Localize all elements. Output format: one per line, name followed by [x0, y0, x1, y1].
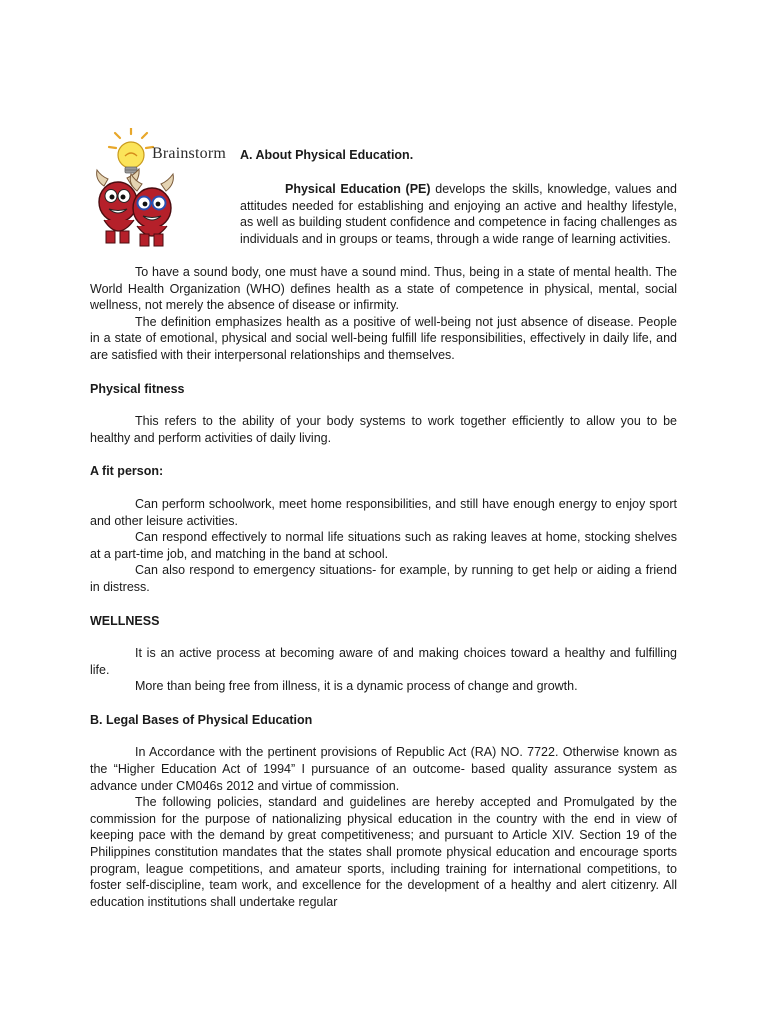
pe-term: Physical Education (PE) — [285, 182, 431, 196]
legal-basis-paragraph: The following policies, standard and guidelines are hereby accepted and Promulgated by the commission for the purpose of nationalizing physical education in the country with the end in view of keeping pace with the demand by great competitiveness; and pursuant to Article XIV. Section 19 of the Philippines constitution mandates that the states shall promote physical education and encourage sports program, league competitions, and amateur sports, including training for international competitions, to foster self-discipline, team work, and excellence for the development of a healthy and alert citizenry. All education institutions shall undertake regular — [90, 795, 677, 909]
wellness-paragraph: More than being free from illness, it is a dynamic process of change and growth. — [135, 679, 578, 694]
intro-text: develops the skills, knowledge, values and attitudes needed for establishing and enjoying an active and healthy lifestyle, as well as building student confidence and competence in facing challenges as individuals and in groups or teams, through a wide range of learning activities. — [240, 182, 677, 246]
document-body — [90, 264, 677, 910]
intro-paragraph — [240, 181, 677, 247]
physical-fitness-paragraph: This refers to the ability of your body systems to work together efficiently to allow you to be healthy and perform activities of daily living. — [90, 414, 677, 445]
brainstorm-clipart — [92, 128, 234, 252]
fit-person-item: Can perform schoolwork, meet home responsibilities, and still have enough energy to enjoy sport and other leisure activities. — [90, 496, 677, 528]
definition-paragraph: The definition emphasizes health as a positive of well-being not just absence of disease. People in a state of emotional, physical and social well-being fulfill life responsibilities, effectively in daily life, and are satisfied with their interpersonal relationships and themselves. — [90, 314, 677, 362]
section-b-heading: B. Legal Bases of Physical Education — [90, 712, 313, 727]
legal-basis-paragraph: In Accordance with the pertinent provisions of Republic Act (RA) NO. 7722. Otherwise known as the “Higher Education Act of 1994” I pursuance of an outcome- based quality assurance system as advance under CM046s 2012 and virtue of commission. — [90, 745, 677, 793]
section-a-heading: A. About Physical Education. — [240, 148, 414, 162]
wellness-paragraph: It is an active process at becoming aware of and making choices toward a healthy and fulfilling life. — [90, 646, 677, 677]
fit-person-heading: A fit person: — [90, 464, 164, 479]
brainstorm-label: Brainstorm — [152, 145, 226, 162]
physical-fitness-heading: Physical fitness — [90, 381, 185, 396]
fit-person-item: Can also respond to emergency situations- for example, by running to get help or aiding a friend in distress. — [90, 563, 677, 594]
health-paragraph: To have a sound body, one must have a sound mind. Thus, being in a state of mental health. The World Health Organization (WHO) defines health as a state of competence in physical, mental, social wellness, not merely the absence of disease or infirmity. — [90, 265, 677, 313]
wellness-heading: WELLNESS — [90, 613, 160, 628]
fit-person-item: Can respond effectively to normal life situations such as raking leaves at home, stocking shelves at a part-time job, and matching in the band at school. — [90, 530, 677, 561]
